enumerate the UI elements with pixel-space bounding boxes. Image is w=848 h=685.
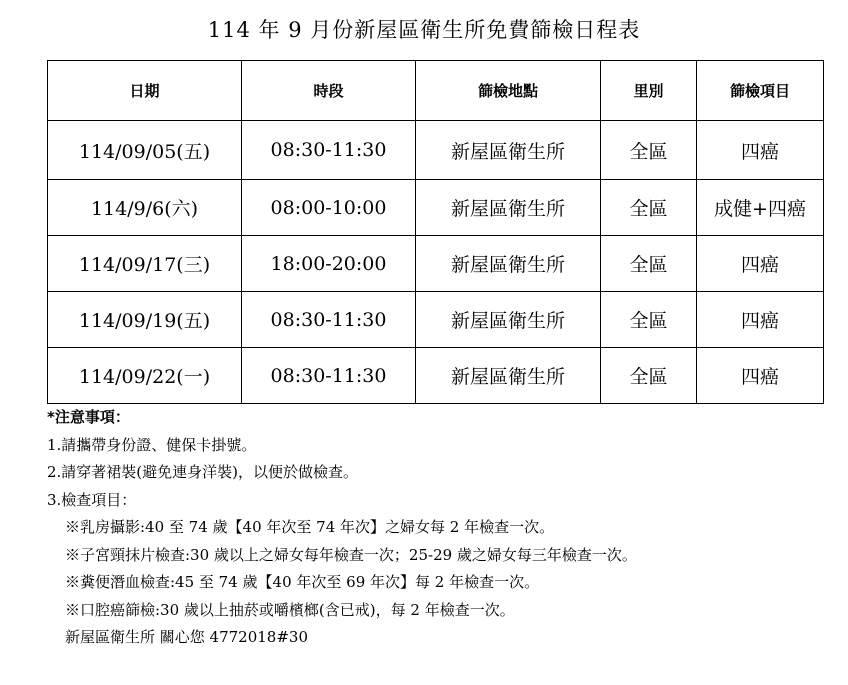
- note-item: 1.請攜帶身份證、健保卡掛號。: [47, 435, 257, 454]
- table-row: [48, 180, 824, 236]
- cell-location: 新屋區衛生所: [416, 236, 601, 292]
- header-date: 日期: [48, 61, 242, 121]
- table-row: [48, 121, 824, 180]
- cell-location: 新屋區衛生所: [416, 292, 601, 348]
- table-row: [48, 236, 824, 292]
- cell-date: 114/9/6(六): [48, 180, 242, 236]
- table-row: [48, 292, 824, 348]
- note-item: 3.檢查項目：: [47, 490, 137, 509]
- cell-items: 四癌: [697, 292, 824, 348]
- cell-date: 114/09/17(三): [48, 236, 242, 292]
- cell-location: 新屋區衛生所: [416, 348, 601, 404]
- table-row: [48, 348, 824, 404]
- cell-time: 08:30-11:30: [242, 292, 416, 348]
- cell-date: 114/09/22(一): [48, 348, 242, 404]
- cell-district: 全區: [601, 121, 697, 180]
- notes-section: [47, 404, 837, 652]
- note-sub-item: ※口腔癌篩檢:30 歲以上抽菸或嚼檳榔(含已戒)，每 2 年檢查一次。: [65, 600, 515, 619]
- cell-date: 114/09/05(五): [48, 121, 242, 180]
- cell-items: 四癌: [697, 121, 824, 180]
- note-sub-item: ※子宮頸抹片檢查:30 歲以上之婦女每年檢查一次；25-29 歲之婦女每三年檢查一次。: [65, 545, 637, 564]
- notes-heading: *注意事項：: [47, 408, 130, 426]
- page-title: 114 年 9 月份新屋區衛生所免費篩檢日程表: [207, 18, 641, 42]
- cell-items: 四癌: [697, 348, 824, 404]
- cell-district: 全區: [601, 348, 697, 404]
- cell-location: 新屋區衛生所: [416, 121, 601, 180]
- header-location: 篩檢地點: [416, 61, 601, 121]
- cell-items: 四癌: [697, 236, 824, 292]
- cell-time: 18:00-20:00: [242, 236, 416, 292]
- cell-time: 08:30-11:30: [242, 121, 416, 180]
- cell-time: 08:00-10:00: [242, 180, 416, 236]
- table-header-row: [48, 61, 824, 121]
- cell-district: 全區: [601, 292, 697, 348]
- cell-location: 新屋區衛生所: [416, 180, 601, 236]
- cell-items: 成健+四癌: [697, 180, 824, 236]
- cell-district: 全區: [601, 180, 697, 236]
- cell-district: 全區: [601, 236, 697, 292]
- cell-date: 114/09/19(五): [48, 292, 242, 348]
- header-district: 里別: [601, 61, 697, 121]
- header-items: 篩檢項目: [697, 61, 824, 121]
- note-item: 2.請穿著裙裝(避免連身洋裝)，以便於做檢查。: [47, 463, 359, 481]
- cell-time: 08:30-11:30: [242, 348, 416, 404]
- note-sub-item: ※糞便潛血檢查:45 至 74 歲【40 年次至 69 年次】每 2 年檢查一次。: [65, 573, 540, 591]
- schedule-table: [47, 60, 824, 404]
- note-sub-item: ※乳房攝影:40 至 74 歲【40 年次至 74 年次】之婦女每 2 年檢查一次。: [65, 518, 555, 536]
- signature-contact: 新屋區衛生所 關心您 4772018#30: [65, 628, 308, 646]
- header-time: 時段: [242, 61, 416, 121]
